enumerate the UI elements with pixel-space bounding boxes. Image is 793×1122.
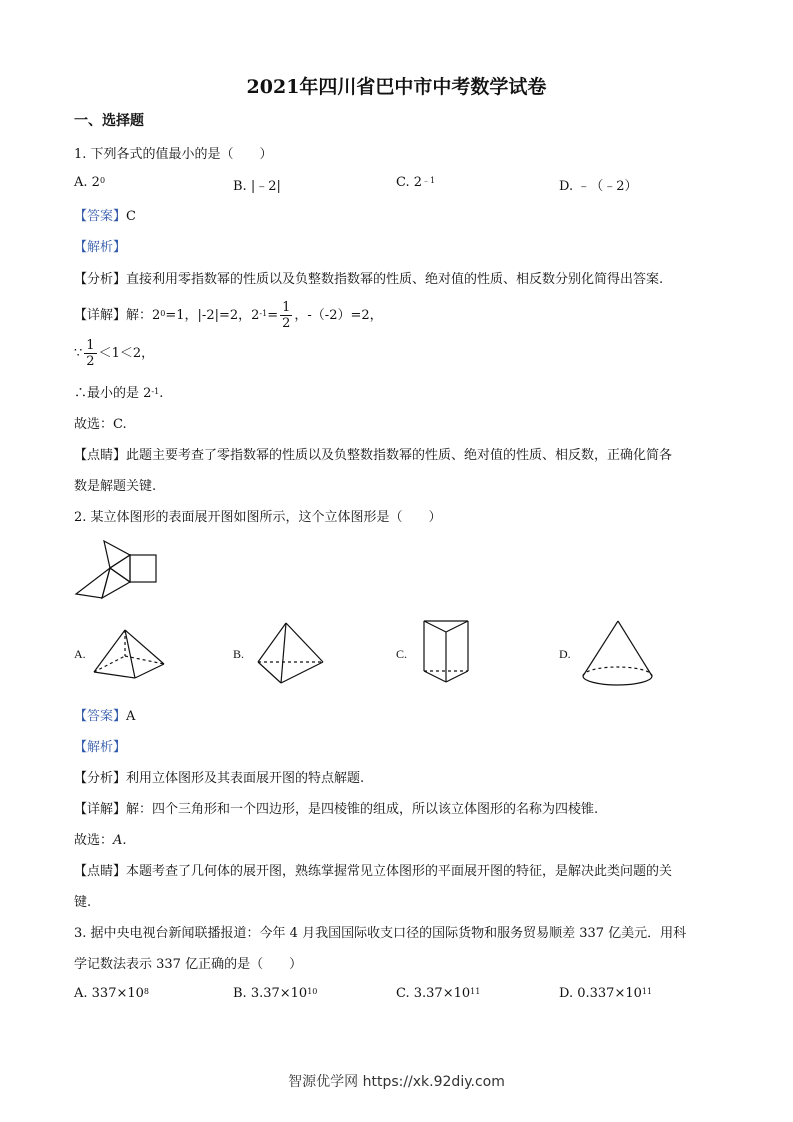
answer-tag: 【答案】: [74, 209, 127, 224]
net-diagram: [72, 538, 162, 604]
section-heading: 一、选择题: [74, 113, 144, 129]
q1-stem: 1. 下列各式的值最小的是（ ）: [74, 147, 273, 162]
q3-stem: 3. 据中央电视台新闻联播报道：今年 4 月我国国际收支口径的国际货物和服务贸易顺差 337 亿美元．用科: [74, 926, 687, 941]
footer-watermark: 智源优学网 https://xk.92diy.com: [288, 1074, 505, 1090]
q1-dianjing: 【点睛】此题主要考查了零指数幂的性质以及负整数指数幂的性质、绝对值的性质、相反数，正确化简各: [74, 448, 673, 463]
q2-option-b: B.: [233, 647, 245, 661]
q3-option-d: D. $0.337\times 10^{11}$: [559, 986, 653, 1001]
q1-because: ∵ $\frac{1}{2}$ ＜1＜2，: [74, 338, 155, 369]
q3-stem-cont: 学记数法表示 337 亿正确的是（ ）: [74, 957, 303, 972]
q1-option-c: C. $2^{﹣1}$: [396, 175, 436, 190]
q2-xiangjie: 【详解】解：四个三角形和一个四边形，是四棱锥的组成，所以该立体图形的名称为四棱锥.: [74, 802, 599, 817]
q3-option-c: C. $3.37\times 10^{11}$: [396, 986, 481, 1001]
q2-option-c: C.: [396, 647, 408, 661]
net-square: [130, 555, 156, 582]
q2-choice: 故选：A.: [74, 833, 127, 848]
square-pyramid-figure: [92, 626, 170, 682]
fraction-one-half: $\frac{1}{2}$: [86, 338, 95, 369]
cone-figure: [580, 618, 656, 690]
q1-fenxi: 【分析】直接利用零指数幂的性质以及负整数指数幂的性质、绝对值的性质、相反数分别化简得出答案.: [74, 272, 664, 287]
q2-fenxi: 【分析】利用立体图形及其表面展开图的特点解题.: [74, 771, 365, 786]
q1-dianjing-cont: 数是解题关键.: [74, 479, 157, 494]
q3-option-a: A. $337\times 10^8$: [74, 986, 149, 1001]
q1-xiangjie: 【详解】解：$2^0=1$，|-2|=2，$2^{-1}=$ $\frac{1}{2}$ ，-（-2）=2，: [74, 300, 383, 331]
net-triangle-center: [110, 555, 130, 582]
q2-answer: 【答案】A: [74, 709, 136, 724]
triangular-pyramid-figure: [256, 620, 326, 686]
q1-option-d: D. ﹣（﹣2）: [559, 179, 638, 194]
q1-choice: 故选：C.: [74, 417, 127, 432]
q2-stem: 2. 某立体图形的表面展开图如图所示，这个立体图形是（ ）: [74, 510, 442, 525]
q1-analysis-tag: 【解析】: [74, 240, 127, 255]
answer-tag: 【答案】: [74, 709, 127, 724]
q1-answer: 【答案】C: [74, 209, 136, 224]
q1-therefore: ∴最小的是 $2^{-1}$.: [74, 386, 164, 401]
q1-option-b: B. |﹣2|: [233, 179, 281, 194]
q2-option-a: A.: [74, 647, 86, 661]
page-title: 2021年四川省巴中市中考数学试卷: [246, 76, 547, 98]
triangular-prism-figure: [418, 618, 474, 686]
q2-option-d: D.: [559, 647, 571, 661]
q3-option-b: B. $3.37\times 10^{10}$: [233, 986, 318, 1001]
q2-analysis-tag: 【解析】: [74, 740, 127, 755]
q2-dianjing-cont: 键.: [74, 895, 92, 910]
q2-dianjing: 【点睛】本题考查了几何体的展开图，熟练掌握常见立体图形的平面展开图的特征，是解决此类问题的关: [74, 864, 673, 879]
fraction-one-half: $\frac{1}{2}$: [282, 300, 291, 331]
net-triangle-left: [76, 568, 110, 598]
q1-option-a: A. $2^0$: [74, 175, 106, 190]
